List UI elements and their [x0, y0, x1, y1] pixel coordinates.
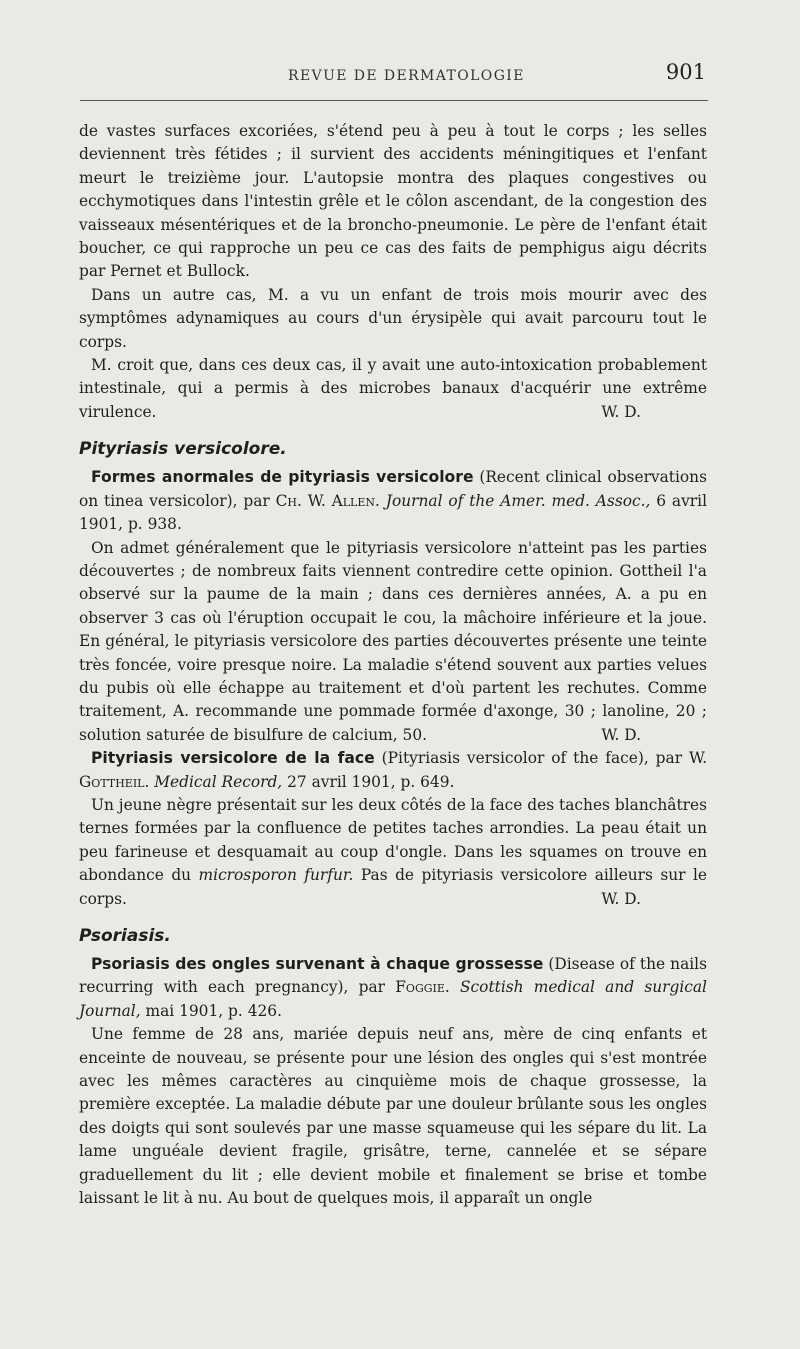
article-title: Pityriasis versicolore de la face [91, 749, 375, 768]
article-author: Foggie. [395, 978, 450, 997]
article-reference [79, 747, 707, 794]
article-body-text: Pas de pityriasis versicolore ailleurs sur le corps. [79, 866, 707, 908]
article-journal: Medical Record, [154, 772, 283, 791]
article-body-text: Un jeune nègre présentait sur les deux côtés de la face des taches blanchâtres ternes formées par la confluence de petites taches arrondies. La peau était un peu farineuse et desquamait au coup d'ongle. Dans les squames on trouve en abondance du [79, 795, 707, 885]
intro-paragraph-1: de vastes surfaces excoriées, s'étend peu à peu à tout le corps ; les selles deviennent très fétides ; il survient des accidents méningitiques et l'enfant meurt le treizième jour. L'autopsie montra des plaques congestives ou ecchymotiques dans l'intestin grêle et le côlon ascendant, de la congestion des vaisseaux mésentériques et de la broncho-pneumonie. Le père de l'enfant était boucher, ce qui rapproche un peu ce cas des faits de pemphigus aigu décrits par Pernet et Bullock. [79, 122, 707, 281]
article-journal: Journal of the Amer. med. Assoc., [385, 491, 651, 510]
article-ref-text: (Pityriasis versicolor of the face), par W. [381, 749, 707, 768]
article-body: Une femme de 28 ans, mariée depuis neuf ans, mère de cinq enfants et enceinte de nouveau, se présente pour une lésion des ongles qui s'est montrée avec les mêmes caractères au cinquième mois de chaque grossesse, la première exceptée. La maladie débute par une douleur brûlante sous les ongles des doigts qui sont soulevés par une masse squameuse qui les sépare du lit. La lame unguéale devient fragile, grisâtre, terne, cannelée et se sépare graduellement du lit ; elle devient mobile et finalement se brise et tombe laissant le lit à nu. Au bout de quelques mois, il apparaît un ongle [79, 1025, 707, 1208]
section-heading-psoriasis: Psoriasis. [79, 926, 171, 946]
signature: W. D. [601, 402, 641, 421]
article-body [79, 794, 707, 911]
section-heading-pityriasis: Pityriasis versicolore. [79, 439, 287, 460]
article-ref-text: (Disease of the nails recurring with each pregnancy), par [79, 955, 707, 997]
article-author: Ch. W. Allen. [275, 491, 380, 510]
article-journal: Scottish medical and surgical Journal, [79, 978, 707, 1020]
intro-paragraph-2: Dans un autre cas, M. a vu un enfant de trois mois mourir avec des symptômes adynamiques au cours d'un érysipèle qui avait parcouru tout le corps. [79, 285, 707, 351]
intro-paragraph-3-text: M. croit que, dans ces deux cas, il y avait une auto-intoxication probablement intestinale, qui a permis à des microbes banaux d'acquérir une extrême virulence. [79, 356, 707, 421]
article-ref-text: (Recent clinical observations on tinea versicolor), par [79, 468, 707, 510]
article-body-text: On admet généralement que le pityriasis versicolore n'atteint pas les parties découvertes ; de nombreux faits viennent contredire cette opinion. Gottheil l'a observé sur la paume de la main ; dans ces dernières années, A. a pu en observer 3 cas où l'éruption occupait le cou, la mâchoire inférieure et la joue. En général, le pityriasis versicolore des parties découvertes présente une teinte très foncée, voire presque noire. La maladie s'étend souvent aux parties velues du pubis où elle échappe au traitement et d'où partent les rechutes. Comme traitement, A. recommande une pommade formée d'axonge, 30 ; lanoline, 20 ; solution saturée de bisulfure de calcium, 50. [79, 538, 707, 744]
signature: W. D. [601, 889, 641, 908]
article-date: 6 avril 1901, p. 938. [79, 491, 707, 534]
article-title: Psoriasis des ongles survenant à chaque grossesse [91, 955, 544, 973]
signature: W. D. [601, 725, 641, 744]
running-title: REVUE DE DERMATOLOGIE [288, 68, 525, 84]
article-reference [79, 953, 707, 1023]
article-body-italic: microsporon furfur. [198, 866, 354, 885]
article-reference [79, 466, 707, 536]
page-number: 901 [665, 60, 706, 84]
running-header [80, 60, 708, 101]
article-date: 27 avril 1901, p. 649. [287, 772, 455, 791]
article-author: Gottheil. [79, 772, 150, 791]
article-body [79, 537, 707, 748]
article-date: mai 1901, p. 426. [145, 1001, 282, 1020]
page-body [79, 120, 707, 1210]
article-title: Formes anormales de pityriasis versicolore [91, 468, 474, 487]
intro-paragraph-3 [79, 354, 707, 424]
